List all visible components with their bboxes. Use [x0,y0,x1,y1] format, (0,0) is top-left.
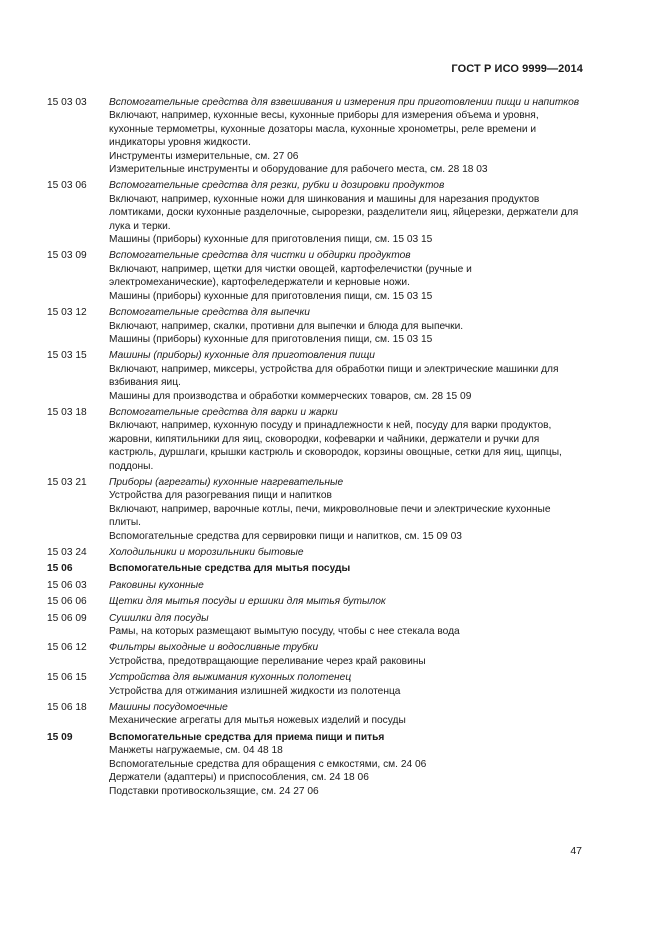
entry-description-line: Машины для производства и обработки коммерческих товаров, см. 28 15 09 [109,390,472,402]
entry-description-line: Манжеты нагружаемые, см. 04 48 18 [109,745,283,757]
entry-body [109,612,582,639]
entry-body [109,249,582,303]
entry-body [109,701,582,728]
entry-code: 15 03 15 [47,350,87,362]
classification-entry [47,179,582,246]
entry-body [109,641,582,668]
entry-description-line: Устройства, предотвращающие переливание через край раковины [109,655,426,667]
entry-title: Вспомогательные средства для чистки и обдирки продуктов [109,250,411,262]
entry-body [109,595,582,608]
entry-code: 15 03 03 [47,97,87,108]
entry-description-line: Включают, например, миксеры, устройства для обработки пищи и электрические машинки для взбивания яиц. [109,363,559,389]
classification-entry [47,476,582,543]
entry-description-line: Включают, например, варочные котлы, печи, микроволновые печи и электрические кухонные плиты. [109,503,551,529]
entry-description-line: Измерительные инструменты и оборудование для рабочего места, см. 28 18 03 [109,164,488,176]
entry-description-line: Держатели (адаптеры) и приспособления, см. 24 18 06 [109,772,369,784]
entry-title: Машины (приборы) кухонные для приготовления пищи [109,350,375,362]
entry-code: 15 09 [47,731,73,743]
entry-description-line: Включают, например, щетки для чистки овощей, картофелечистки (ручные и электромеханические), картофеледержатели и керновые ножи. [109,263,472,289]
entry-description-line: Подставки противоскользящие, см. 24 27 06 [109,785,319,797]
entry-body [109,306,582,346]
entry-code: 15 03 12 [47,307,87,319]
entry-code: 15 06 12 [47,642,87,654]
entry-body [109,96,582,176]
entry-description-line: Машины (приборы) кухонные для приготовления пищи, см. 15 03 15 [109,290,433,302]
classification-entry [47,306,582,346]
entry-description-line: Рамы, на которых размещают вымытую посуду, чтобы с нее стекала вода [109,626,460,638]
entry-title: Холодильники и морозильники бытовые [109,547,304,558]
entry-body [109,579,582,592]
entry-description-line: Машины (приборы) кухонные для приготовления пищи, см. 15 03 15 [109,333,433,345]
entry-code: 15 03 21 [47,476,87,488]
entry-title: Приборы (агрегаты) кухонные нагревательные [109,476,344,488]
entry-title: Сушилки для посуды [109,612,209,624]
entry-title: Вспомогательные средства для варки и жарки [109,406,338,418]
classification-entry [47,546,582,559]
page-number: 47 [570,845,582,857]
entry-code: 15 06 15 [47,672,87,684]
entry-body [109,562,582,575]
classification-entry [47,349,582,403]
entry-body [109,349,582,403]
entry-body [109,671,582,698]
entry-code: 15 06 03 [47,579,87,591]
entry-title: Устройства для выжимания кухонных полотенец [109,672,352,684]
entry-description-line: Включают, например, скалки, противни для выпечки и блюда для выпечки. [109,320,464,332]
entry-code: 15 06 09 [47,612,87,624]
classification-entry [47,671,582,698]
classification-entry [47,595,582,608]
classification-entry [47,612,582,639]
entry-description-line: Вспомогательные средства для сервировки пищи и напитков, см. 15 09 03 [109,530,462,542]
entry-code: 15 06 06 [47,596,87,608]
entry-title: Раковины кухонные [109,579,204,591]
entry-description-line: Включают, например, кухонные ножи для шинкования и машины для нарезания продуктов ломтиками, доски кухонные разделочные, сырорезки, разделители яиц, яйцерезки, держатели для лука и терки. [109,193,579,232]
section-entry [47,731,582,798]
entry-description-line: Вспомогательные средства для обращения с емкостями, см. 24 06 [109,758,427,770]
entry-code: 15 03 18 [47,406,87,418]
classification-entry [47,249,582,303]
classification-entry [47,701,582,728]
entry-description-line: Механические агрегаты для мытья ножевых изделий и посуды [109,715,406,727]
entry-title: Машины посудомоечные [109,702,228,714]
entry-code: 15 03 09 [47,250,87,262]
classification-entry [47,96,582,176]
entry-title: Фильтры выходные и водосливные трубки [109,642,319,654]
entry-code: 15 06 18 [47,702,87,714]
entry-body [109,406,582,473]
entry-body [109,546,582,559]
entry-code: 15 06 [47,563,73,575]
entry-description-line: Включают, например, кухонные весы, кухонные приборы для измерения объема и уровня, кухонные термометры, кухонные дозаторы масла, кухонные хронометры, реле времени и индикаторы уровня жидкости. [109,110,539,149]
entry-description-line: Включают, например, кухонную посуду и принадлежности к ней, посуду для варки продуктов, жаровни, кипятильники для яиц, сковородки, кофеварки и чайники, держатели и ручки для кастрюль, дуршлаги, крышки кастрюль и сковородок, корзины овощные, сетки для яиц, щипцы, поддоны. [109,420,562,472]
entry-description-line: Инструменты измерительные, см. 27 06 [109,150,299,162]
entry-body [109,731,582,798]
entry-description-line: Машины (приборы) кухонные для приготовления пищи, см. 15 03 15 [109,234,433,246]
classification-entry [47,579,582,592]
entry-code: 15 03 24 [47,547,87,558]
entry-title: Щетки для мытья посуды и ершики для мытья бутылок [109,596,386,608]
entry-title: Вспомогательные средства для мытья посуды [109,563,351,575]
entry-body [109,179,582,246]
entry-title: Вспомогательные средства для выпечки [109,307,310,319]
entry-title: Вспомогательные средства для резки, рубки и дозировки продуктов [109,180,445,192]
classification-list [47,96,582,801]
entry-code: 15 03 06 [47,180,87,192]
document-header: ГОСТ Р ИСО 9999—2014 [451,63,583,75]
entry-title: Вспомогательные средства для приема пищи и питья [109,731,385,743]
classification-entry [47,641,582,668]
entry-description-line: Устройства для отжимания излишней жидкости из полотенца [109,685,401,697]
entry-description-line: Устройства для разогревания пищи и напитков [109,490,332,502]
entry-body [109,476,582,543]
classification-entry [47,406,582,473]
section-entry [47,562,582,575]
entry-title: Вспомогательные средства для взвешивания и измерения при приготовлении пищи и напитков [109,97,580,108]
